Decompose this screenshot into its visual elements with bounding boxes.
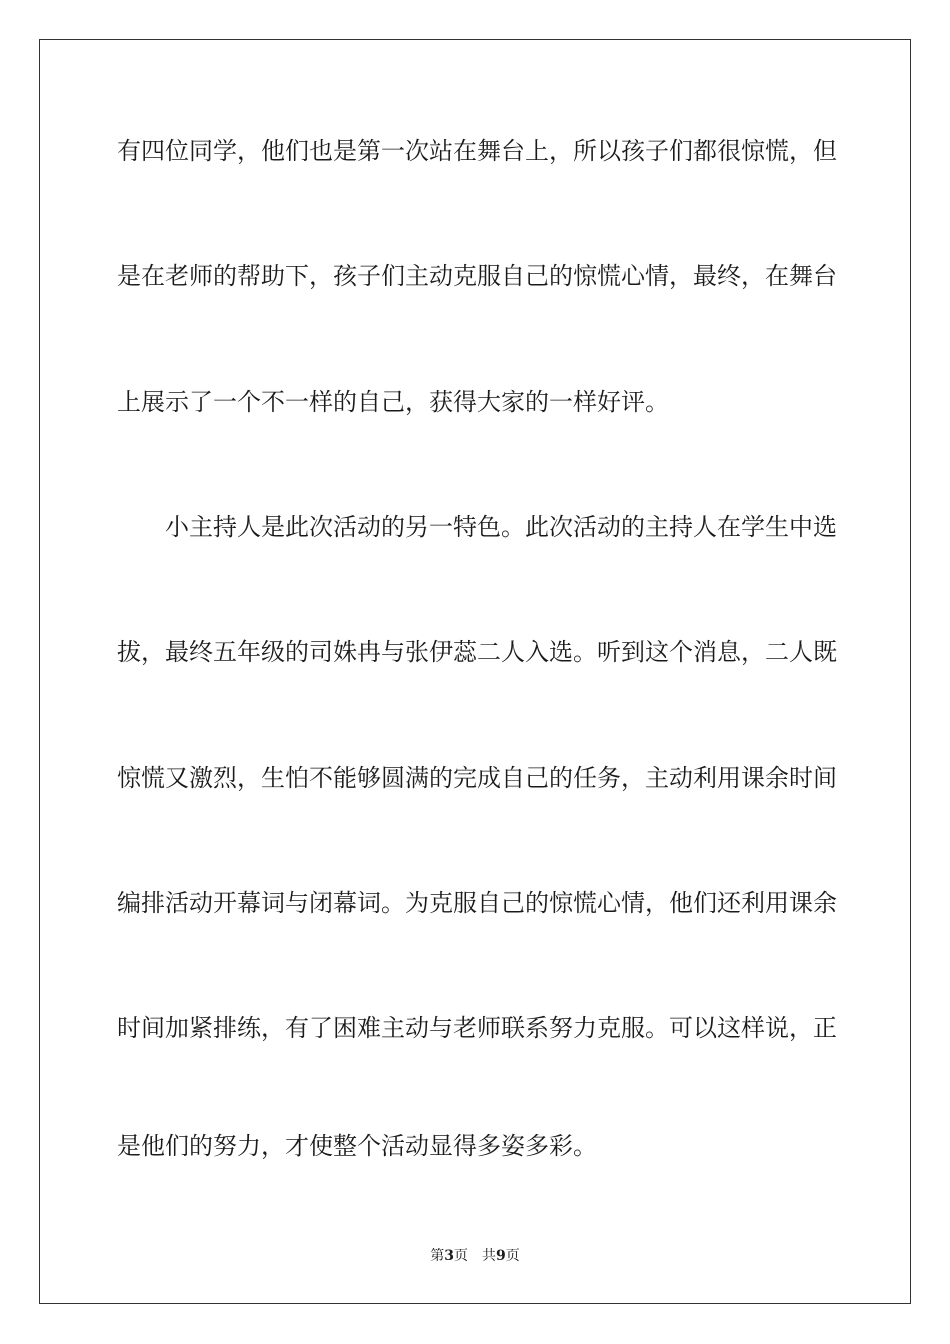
- paragraph-first-line: 小主持人是此次活动的另一特色。此次活动的主持人在学生中选: [165, 513, 837, 541]
- paragraph-line: 是在老师的帮助下，孩子们主动克服自己的惊慌心情，最终，在舞台: [117, 262, 837, 290]
- paragraph-line: 拔，最终五年级的司姝冉与张伊蕊二人入选。听到这个消息，二人既: [117, 638, 837, 666]
- paragraph-line: 上展示了一个不一样的自己，获得大家的一样好评。: [117, 388, 669, 416]
- page-number: 第3页: [430, 1248, 468, 1264]
- page-total: 共9页: [482, 1248, 520, 1264]
- paragraph-line: 惊慌又激烈，生怕不能够圆满的完成自己的任务，主动利用课余时间: [117, 764, 837, 792]
- page-border: [39, 39, 911, 1304]
- paragraph-line: 有四位同学，他们也是第一次站在舞台上，所以孩子们都很惊慌，但: [117, 137, 837, 165]
- paragraph-line: 时间加紧排练，有了困难主动与老师联系努力克服。可以这样说，正: [117, 1014, 837, 1042]
- paragraph-line: 是他们的努力，才使整个活动显得多姿多彩。: [117, 1132, 597, 1160]
- paragraph-line: 编排活动开幕词与闭幕词。为克服自己的惊慌心情，他们还利用课余: [117, 889, 837, 917]
- page-footer: [0, 1247, 950, 1265]
